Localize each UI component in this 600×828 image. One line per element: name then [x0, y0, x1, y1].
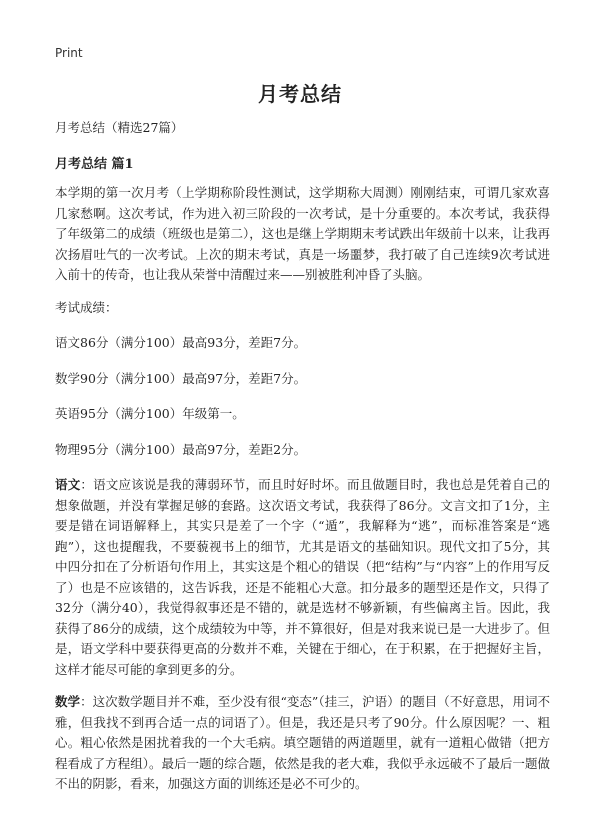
math-paragraph: [55, 692, 550, 795]
score-english: 英语95分（满分100）年级第一。: [55, 406, 245, 421]
document-body: [55, 118, 550, 807]
scores-label: 考试成绩：: [55, 299, 118, 315]
chinese-paragraph: [55, 475, 550, 680]
math-text: ：这次数学题目并不难，至少没有很“变态”（挂三，沪语）的题目（不好意思，用词不雅，但我找不到再合适一点的词语了）。但是，我还是只考了90分。什么原因呢？一、粗心。粗心依然是困扰着我的一个大毛病。填空题错的两道题里，就有一道粗心做错（把方程看成了方程组）。最后一题的综合题，依然是我的老大难，我似乎永远破不了最后一题做不出的阴影，看来，加强这方面的训练还是必不可少的。: [55, 694, 550, 791]
math-lead: 数学: [55, 694, 81, 709]
chinese-text: ：语文应该说是我的薄弱环节，而且时好时坏。而且做题目时，我也总是凭着自己的想象做题，并没有掌握足够的套路。这次语文考试，我获得了86分。文言文扣了1分，主要是错在词语解释上，其实只是差了一个字（“遁”，我解释为“逃”，而标准答案是“逃跑”），这也提醒我，不要藐视书上的细节，尤其是语文的基础知识。现代文扣了5分，其中四分扣在了分析语句作用上，其实这是个粗心的错误（把“结构”与“内容”上的作用写反了）也是不应该错的，这告诉我，还是不能粗心大意。扣分最多的题型还是作文，只得了32分（满分40），我觉得叙事还是不错的，就是选材不够新颖，有些偏离主旨。因此，我获得了86分的成绩，这个成绩较为中等，并不算很好，但是对我来说已是一大进步了。但是，语文学科中要获得更高的分数并不难，关键在于细心，在于积累，在于把握好主旨，这样才能尽可能的拿到更多的分。: [55, 477, 550, 677]
section-heading: 月考总结 篇1: [55, 156, 134, 172]
score-math: 数学90分（满分100）最高97分，差距7分。: [55, 370, 307, 386]
score-chinese: 语文86分（满分100）最高93分，差距7分。: [55, 335, 307, 350]
print-link[interactable]: Print: [55, 46, 83, 60]
intro-paragraph: 本学期的第一次月考（上学期称阶段性测试，这学期称大周测）刚刚结束，可谓几家欢喜几家愁啊。这次考试，作为进入初三阶段的一次考试，是十分重要的。本次考试，我获得了年级第二的成绩（班级也是第二），这也是继上学期期末考试跌出年级前十以来，让我再次扬眉吐气的一次考试。上次的期末考试，真是一场噩梦，我打破了自己连续9次考试进入前十的传奇，也让我从荣誉中清醒过来——别被胜利冲昏了头脑。: [55, 185, 550, 282]
chinese-lead: 语文: [55, 477, 81, 492]
score-physics: 物理95分（满分100）最高97分，差距2分。: [55, 441, 307, 457]
page-title: 月考总结: [258, 82, 342, 106]
subtitle: 月考总结（精选27篇）: [55, 120, 184, 135]
